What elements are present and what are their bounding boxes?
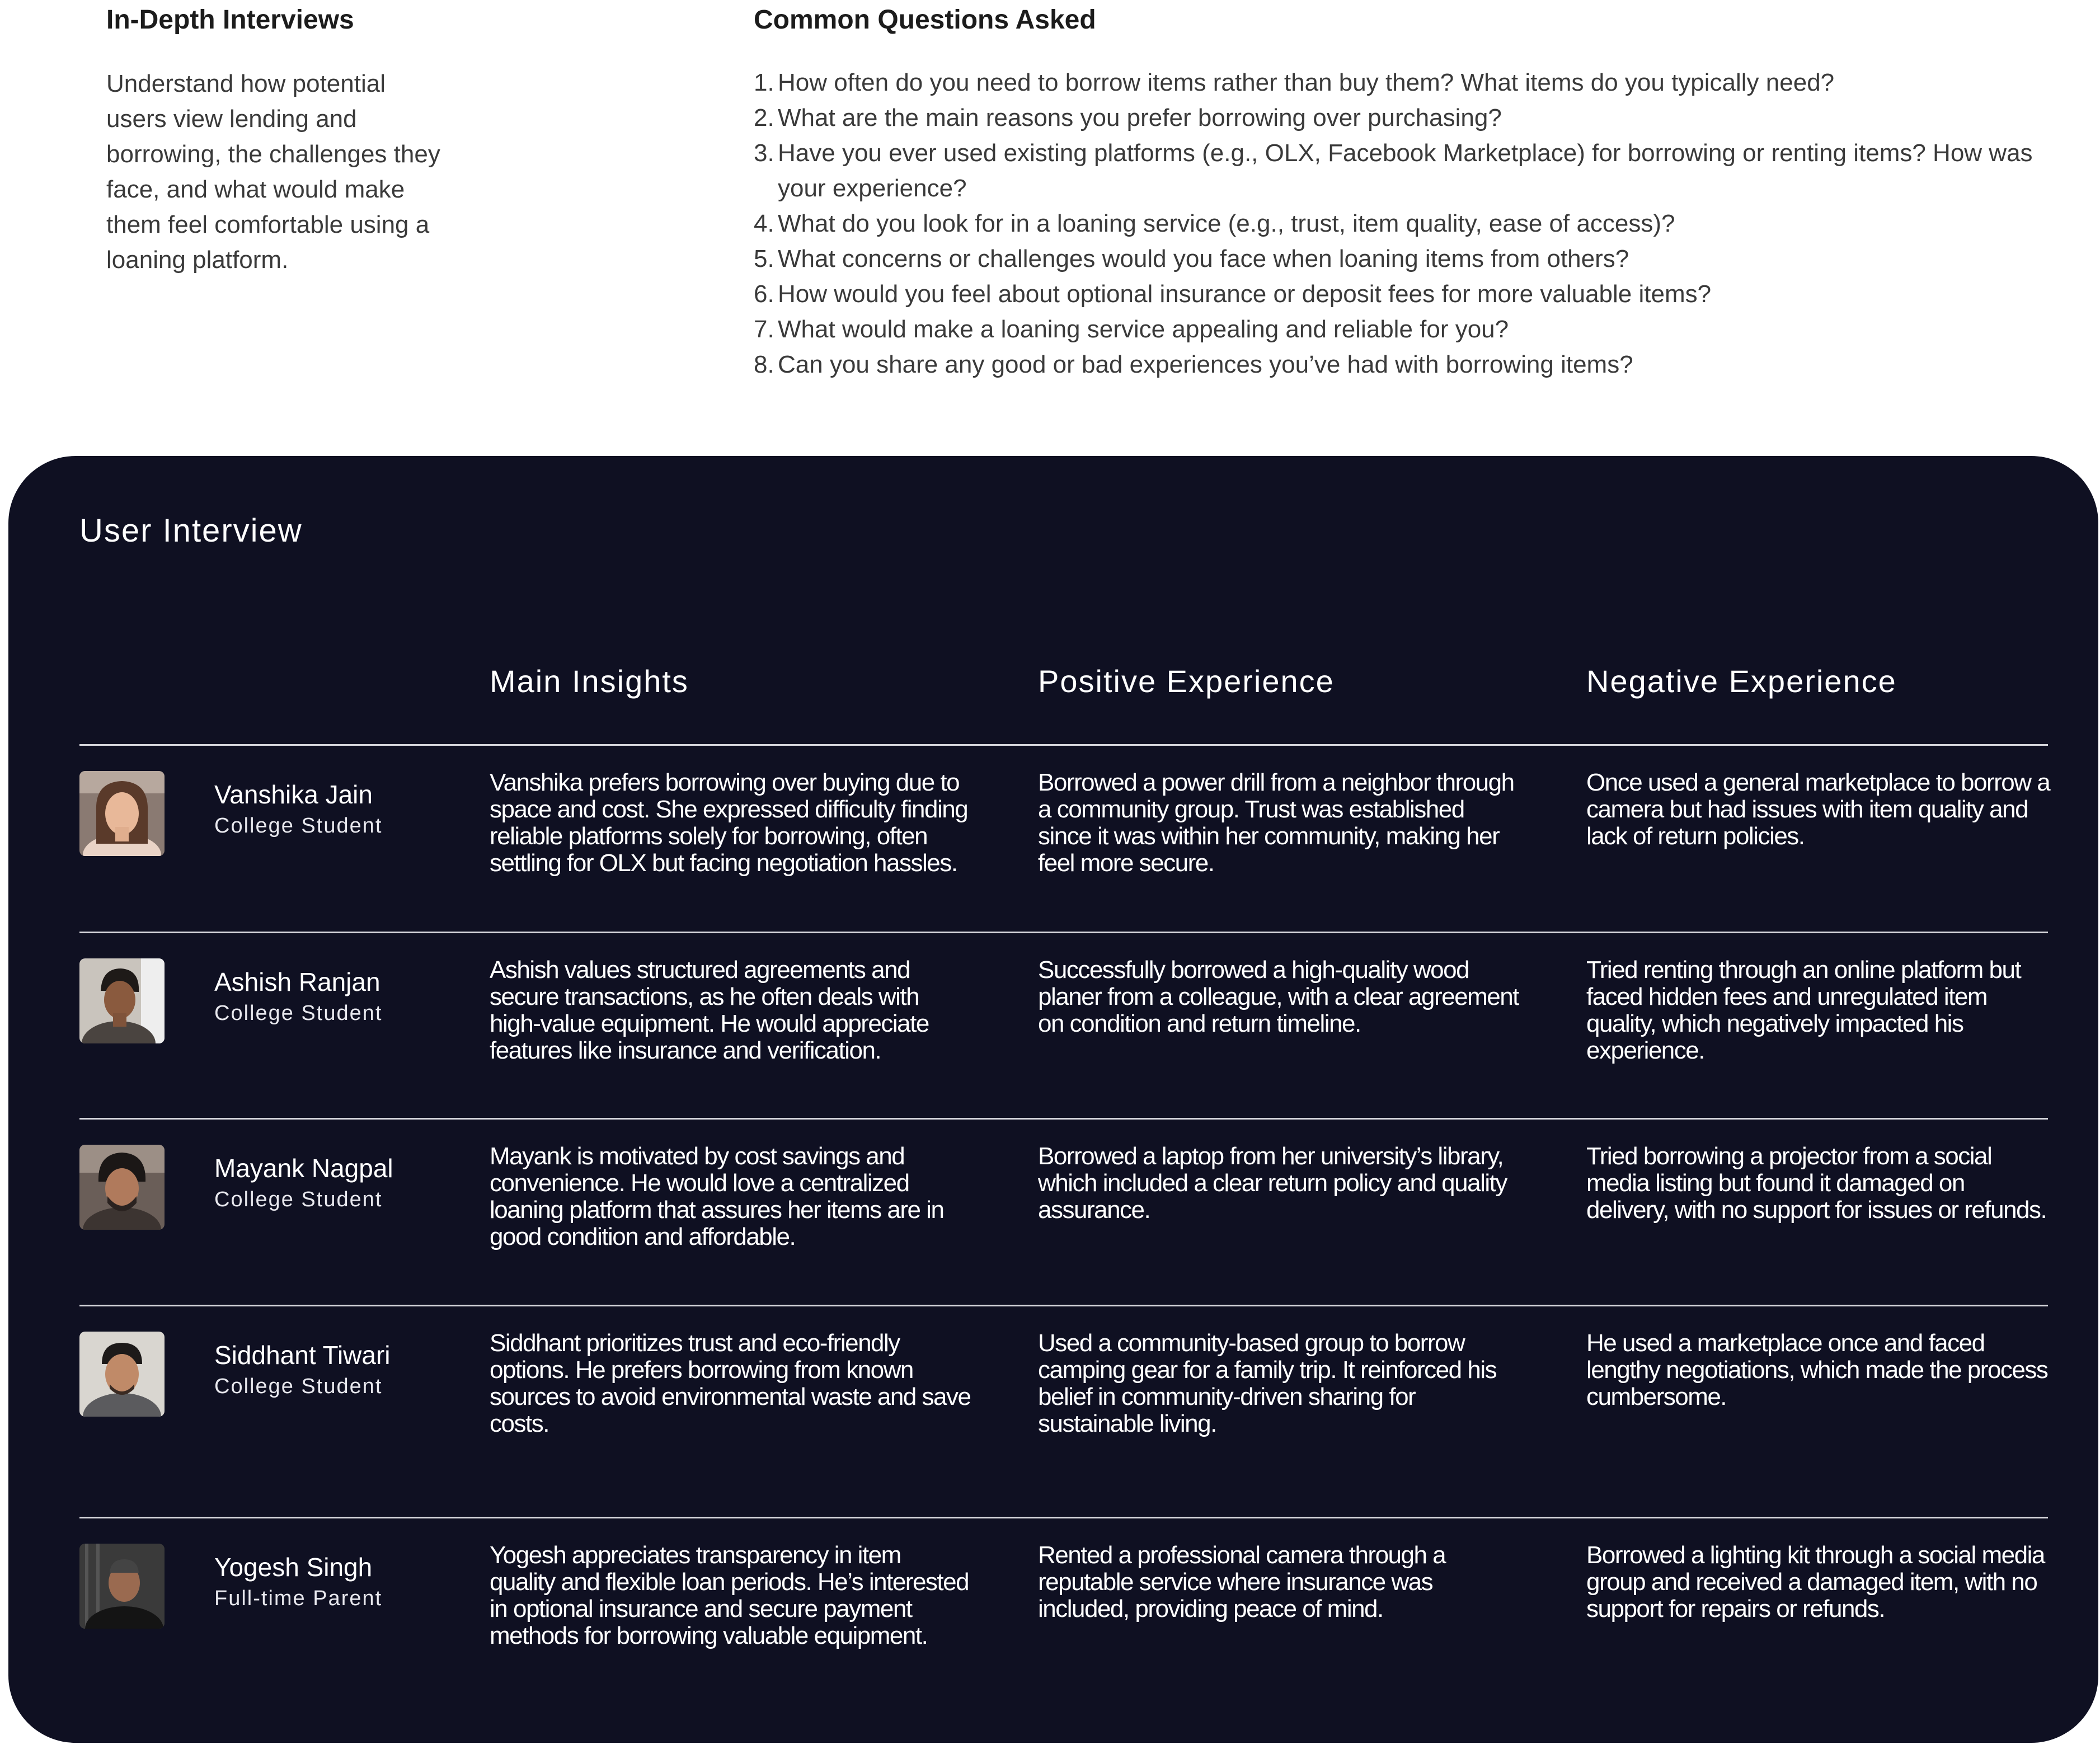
common-questions-title: Common Questions Asked <box>754 5 1096 35</box>
table-row <box>8 933 2098 1118</box>
question-item: 2. What are the main reasons you prefer borrowing over purchasing? <box>754 104 1502 131</box>
user-avatar-icon <box>79 958 165 1043</box>
user-interview-panel <box>8 456 2098 1743</box>
user-interview-title: User Interview <box>79 512 303 549</box>
participant-role: College Student <box>214 814 383 838</box>
positive-experience: Rented a professional camera through a reputable service where insurance was included, providing peace of mind. <box>1038 1541 1446 1623</box>
negative-experience: Tried borrowing a projector from a social media listing but found it damaged on delivery, with no support for issues or refunds. <box>1586 1142 2047 1224</box>
avatar <box>79 1332 165 1417</box>
main-insight: Siddhant prioritizes trust and eco-friendly options. He prefers borrowing from known sources to avoid environmental waste and save costs. <box>490 1329 971 1437</box>
main-insight: Mayank is motivated by cost savings and convenience. He would love a centralized loaning platform that assures her items are in good condition and affordable. <box>490 1142 944 1250</box>
participant-role: College Student <box>214 1375 383 1398</box>
main-insight: Vanshika prefers borrowing over buying due to space and cost. She expressed difficulty finding reliable platforms solely for borrowing, often settling for OLX but facing negotiation hassles. <box>490 769 968 877</box>
user-avatar-icon <box>79 1145 165 1230</box>
positive-experience: Successfully borrowed a high-quality wood planer from a colleague, with a clear agreement on condition and return timeline. <box>1038 956 1519 1037</box>
user-avatar-icon <box>79 1332 165 1417</box>
participant-role: College Student <box>214 1188 383 1211</box>
question-item: 7. What would make a loaning service appealing and reliable for you? <box>754 316 1509 343</box>
main-insight: Ashish values structured agreements and secure transactions, as he often deals with high-value equipment. He would appreciate features like insurance and verification. <box>490 956 929 1064</box>
negative-experience: Borrowed a lighting kit through a social media group and received a damaged item, with no support for repairs or refunds. <box>1586 1541 2045 1623</box>
table-row <box>8 1518 2098 1731</box>
table-row <box>8 746 2098 932</box>
question-item: 1. How often do you need to borrow items rather than buy them? What items do you typically need? <box>754 69 1835 96</box>
header-positive-experience: Positive Experience <box>1038 664 1335 699</box>
participant-name: Yogesh Singh <box>214 1553 373 1582</box>
question-item: 4. What do you look for in a loaning service (e.g., trust, item quality, ease of access)? <box>754 210 1675 237</box>
positive-experience: Borrowed a laptop from her university’s library, which included a clear return policy and quality assurance. <box>1038 1142 1507 1224</box>
common-questions-list <box>754 65 2041 382</box>
main-insight: Yogesh appreciates transparency in item quality and flexible loan periods. He’s interested in optional insurance and secure payment methods for borrowing valuable equipment. <box>490 1541 969 1649</box>
participant-name: Ashish Ranjan <box>214 967 380 996</box>
table-row <box>8 1306 2098 1517</box>
in-depth-interviews-title: In-Depth Interviews <box>106 5 354 35</box>
positive-experience: Used a community-based group to borrow camping gear for a family trip. It reinforced his belief in community-driven sharing for sustainable living. <box>1038 1329 1497 1437</box>
question-item: 3. Have you ever used existing platforms (e.g., OLX, Facebook Marketplace) for borrowing or renting items? How was your experience? <box>754 139 2033 202</box>
negative-experience: He used a marketplace once and faced lengthy negotiations, which made the process cumbersome. <box>1586 1329 2048 1410</box>
avatar <box>79 771 165 856</box>
question-item: 6. How would you feel about optional insurance or deposit fees for more valuable items? <box>754 280 1712 308</box>
avatar <box>79 1145 165 1230</box>
header-main-insights: Main Insights <box>490 664 689 699</box>
research-intro <box>0 0 2100 448</box>
participant-name: Vanshika Jain <box>214 780 373 809</box>
avatar <box>79 1544 165 1629</box>
table-row <box>8 1120 2098 1305</box>
positive-experience: Borrowed a power drill from a neighbor through a community group. Trust was established since it was within her community, making her feel more secure. <box>1038 769 1514 877</box>
participant-role: College Student <box>214 1001 383 1025</box>
user-avatar-icon <box>79 771 165 856</box>
header-negative-experience: Negative Experience <box>1586 664 1897 699</box>
negative-experience: Tried renting through an online platform but faced hidden fees and unregulated item quality, which negatively impacted his experience. <box>1586 956 2021 1064</box>
in-depth-interviews-description: Understand how potential users view lending and borrowing, the challenges they face, and what would make them feel comfortable using a loaning platform. <box>106 70 440 274</box>
user-avatar-icon <box>79 1544 165 1629</box>
question-item: 5. What concerns or challenges would you face when loaning items from others? <box>754 245 1629 272</box>
participant-role: Full-time Parent <box>214 1587 383 1610</box>
question-item: 8. Can you share any good or bad experiences you’ve had with borrowing items? <box>754 351 1633 378</box>
negative-experience: Once used a general marketplace to borrow a camera but had issues with item quality and lack of return policies. <box>1586 769 2050 850</box>
participant-name: Mayank Nagpal <box>214 1154 393 1183</box>
avatar <box>79 958 165 1043</box>
participant-name: Siddhant Tiwari <box>214 1341 391 1370</box>
